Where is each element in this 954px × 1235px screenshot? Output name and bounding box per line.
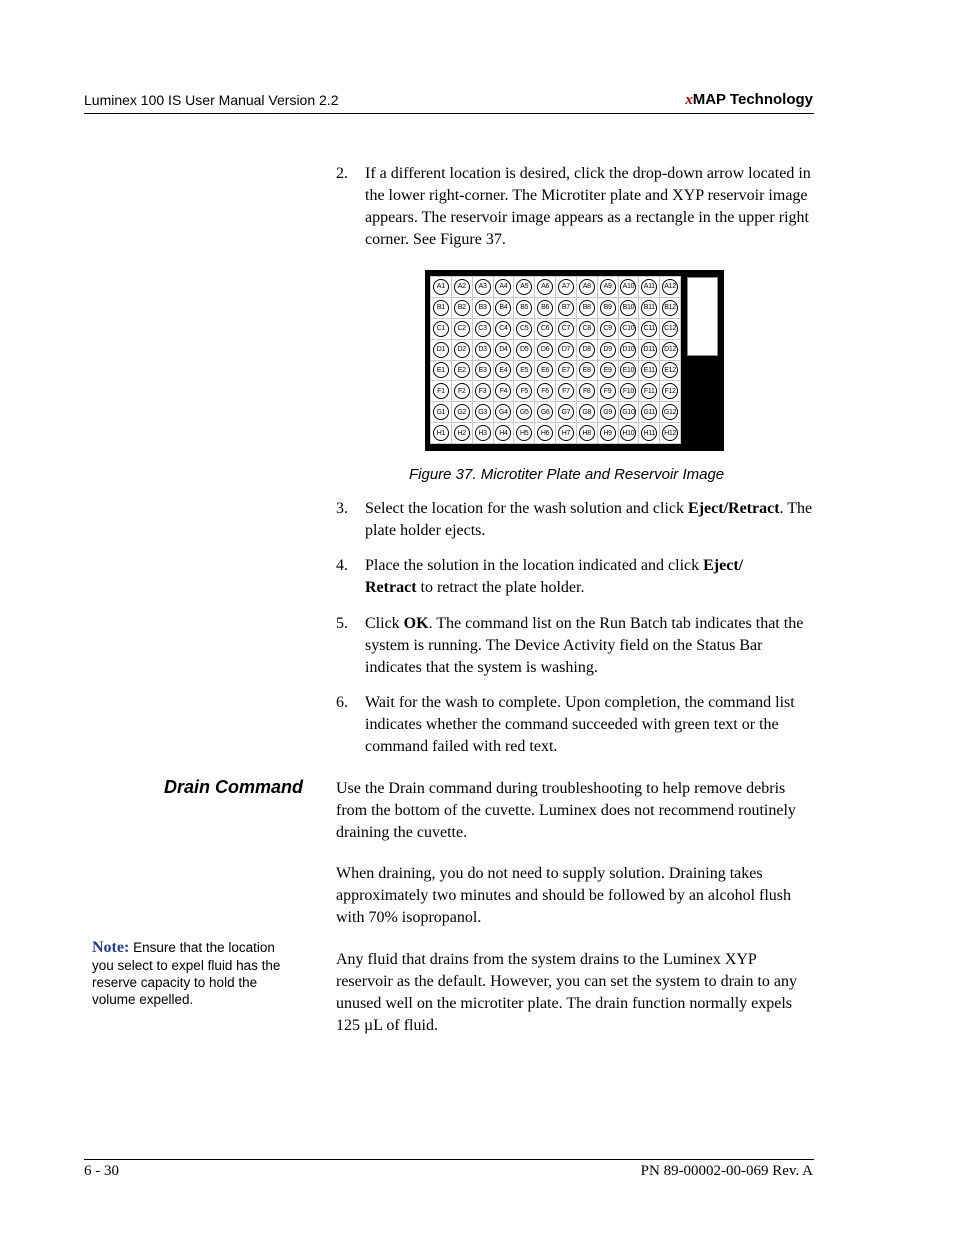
well-F1[interactable]: F1: [433, 383, 449, 399]
plate-cell: [577, 277, 597, 297]
microtiter-plate: [430, 276, 681, 444]
well-H11[interactable]: H11: [641, 425, 657, 441]
well-A7[interactable]: A7: [558, 279, 574, 295]
well-D6[interactable]: D6: [537, 342, 553, 358]
plate-cell: [556, 277, 576, 297]
well-E8[interactable]: E8: [579, 362, 595, 378]
plate-cell: [619, 423, 639, 443]
plate-cell: [577, 423, 597, 443]
plate-cell: [494, 381, 514, 401]
note-text: Ensure that the location you select to expel fluid has the reserve capacity to hold the volume expelled.: [92, 940, 281, 1007]
well-E1[interactable]: E1: [433, 362, 449, 378]
well-D11[interactable]: D11: [641, 342, 657, 358]
plate-cell: [535, 298, 555, 318]
step-number: 3.: [336, 500, 348, 517]
well-E7[interactable]: E7: [558, 362, 574, 378]
plate-cell: [514, 361, 534, 381]
plate-cell: [535, 319, 555, 339]
well-C10[interactable]: C10: [620, 321, 636, 337]
plate-cell: [556, 340, 576, 360]
well-A5[interactable]: A5: [516, 279, 532, 295]
plate-cell: [619, 298, 639, 318]
well-C9[interactable]: C9: [600, 321, 616, 337]
plate-cell: [431, 381, 451, 401]
plate-cell: [598, 340, 618, 360]
plate-cell: [556, 361, 576, 381]
plate-cell: [639, 361, 659, 381]
well-B6[interactable]: B6: [537, 300, 553, 316]
well-H6[interactable]: H6: [537, 425, 553, 441]
drain-paragraph-2: When draining, you do not need to supply solution. Draining takes approximately two minutes and should be followed by an alcohol flush with 70% isopropanol.: [336, 865, 792, 926]
part-number: PN 89-00002-00-069 Rev. A: [640, 1163, 813, 1179]
well-D3[interactable]: D3: [475, 342, 491, 358]
well-F11[interactable]: F11: [641, 383, 657, 399]
plate-cell: [494, 340, 514, 360]
plate-cell: [514, 298, 534, 318]
plate-cell: [514, 340, 534, 360]
well-A4[interactable]: A4: [495, 279, 511, 295]
well-F8[interactable]: F8: [579, 383, 595, 399]
drain-paragraph-1: Use the Drain command during troubleshooting to help remove debris from the bottom of the cuvette. Luminex does not recommend routinely draining the cuvette.: [336, 780, 796, 841]
plate-cell: [619, 319, 639, 339]
well-A8[interactable]: A8: [579, 279, 595, 295]
plate-cell: [619, 340, 639, 360]
well-E12[interactable]: E12: [662, 362, 678, 378]
well-G2[interactable]: G2: [454, 404, 470, 420]
step-text: Select the location for the wash solution and click Eject/Retract. The plate holder ejects.: [365, 500, 813, 539]
well-C8[interactable]: C8: [579, 321, 595, 337]
well-F5[interactable]: F5: [516, 383, 532, 399]
plate-cell: [514, 319, 534, 339]
well-B10[interactable]: B10: [620, 300, 636, 316]
well-D12[interactable]: D12: [662, 342, 678, 358]
well-D8[interactable]: D8: [579, 342, 595, 358]
plate-cell: [452, 361, 472, 381]
well-D7[interactable]: D7: [558, 342, 574, 358]
plate-cell: [514, 381, 534, 401]
plate-cell: [598, 298, 618, 318]
header-rule: [84, 113, 814, 114]
plate-cell: [577, 381, 597, 401]
well-D10[interactable]: D10: [620, 342, 636, 358]
plate-cell: [431, 277, 451, 297]
well-D4[interactable]: D4: [495, 342, 511, 358]
well-G11[interactable]: G11: [641, 404, 657, 420]
well-B3[interactable]: B3: [475, 300, 491, 316]
plate-cell: [577, 340, 597, 360]
plate-cell: [431, 361, 451, 381]
plate-cell: [619, 361, 639, 381]
well-G6[interactable]: G6: [537, 404, 553, 420]
plate-cell: [556, 402, 576, 422]
well-G3[interactable]: G3: [475, 404, 491, 420]
well-H9[interactable]: H9: [600, 425, 616, 441]
well-G8[interactable]: G8: [579, 404, 595, 420]
well-G9[interactable]: G9: [600, 404, 616, 420]
plate-cell: [452, 277, 472, 297]
plate-cell: [494, 402, 514, 422]
well-A6[interactable]: A6: [537, 279, 553, 295]
well-H2[interactable]: H2: [454, 425, 470, 441]
plate-cell: [660, 319, 680, 339]
well-H4[interactable]: H4: [495, 425, 511, 441]
plate-cell: [431, 423, 451, 443]
well-H5[interactable]: H5: [516, 425, 532, 441]
header-brand: [685, 91, 813, 109]
step-6: [336, 692, 816, 758]
well-A11[interactable]: A11: [641, 279, 657, 295]
plate-cell: [494, 298, 514, 318]
well-F10[interactable]: F10: [620, 383, 636, 399]
well-B2[interactable]: B2: [454, 300, 470, 316]
well-F2[interactable]: F2: [454, 383, 470, 399]
plate-cell: [473, 277, 493, 297]
well-F9[interactable]: F9: [600, 383, 616, 399]
well-D9[interactable]: D9: [600, 342, 616, 358]
well-A9[interactable]: A9: [600, 279, 616, 295]
plate-cell: [639, 298, 659, 318]
plate-cell: [660, 402, 680, 422]
well-B8[interactable]: B8: [579, 300, 595, 316]
brand-text: MAP Technology: [692, 91, 813, 108]
step-text: Wait for the wash to complete. Upon completion, the command list indicates whether the command succeeded with green text or the command failed with red text.: [365, 694, 795, 755]
plate-cell: [514, 277, 534, 297]
well-C3[interactable]: C3: [475, 321, 491, 337]
well-H3[interactable]: H3: [475, 425, 491, 441]
plate-cell: [598, 361, 618, 381]
drain-paragraph-3: Any fluid that drains from the system drains to the Luminex XYP reservoir as the default. However, you can set the system to drain to any unused well on the microtiter plate. The drain function normally expels 125 µL of fluid.: [336, 951, 797, 1034]
plate-cell: [660, 381, 680, 401]
plate-cell: [452, 298, 472, 318]
well-D5[interactable]: D5: [516, 342, 532, 358]
well-G5[interactable]: G5: [516, 404, 532, 420]
well-C7[interactable]: C7: [558, 321, 574, 337]
step-text: Place the solution in the location indicated and click Eject/ Retract to retract the plate holder.: [365, 557, 744, 596]
well-E9[interactable]: E9: [600, 362, 616, 378]
well-A2[interactable]: A2: [454, 279, 470, 295]
plate-cell: [535, 277, 555, 297]
step-number: 2.: [336, 165, 348, 182]
well-B1[interactable]: B1: [433, 300, 449, 316]
well-B5[interactable]: B5: [516, 300, 532, 316]
well-C6[interactable]: C6: [537, 321, 553, 337]
section-heading: Drain Command: [164, 777, 304, 797]
step-number: 6.: [336, 694, 348, 711]
plate-cell: [452, 319, 472, 339]
well-D2[interactable]: D2: [454, 342, 470, 358]
step-4: [336, 555, 816, 599]
well-F12[interactable]: F12: [662, 383, 678, 399]
well-A10[interactable]: A10: [620, 279, 636, 295]
well-H10[interactable]: H10: [620, 425, 636, 441]
plate-cell: [598, 319, 618, 339]
page-number: 6 - 30: [84, 1163, 119, 1179]
well-F7[interactable]: F7: [558, 383, 574, 399]
note-label: Note:: [92, 939, 130, 956]
well-G1[interactable]: G1: [433, 404, 449, 420]
well-E6[interactable]: E6: [537, 362, 553, 378]
well-F3[interactable]: F3: [475, 383, 491, 399]
plate-cell: [598, 381, 618, 401]
plate-cell: [514, 423, 534, 443]
reservoir-rectangle[interactable]: [687, 277, 718, 356]
plate-cell: [598, 423, 618, 443]
well-B4[interactable]: B4: [495, 300, 511, 316]
plate-cell: [577, 298, 597, 318]
plate-cell: [619, 277, 639, 297]
plate-cell: [452, 381, 472, 401]
well-B12[interactable]: B12: [662, 300, 678, 316]
plate-cell: [431, 298, 451, 318]
plate-cell: [473, 423, 493, 443]
plate-cell: [473, 298, 493, 318]
well-G12[interactable]: G12: [662, 404, 678, 420]
plate-cell: [431, 340, 451, 360]
well-E3[interactable]: E3: [475, 362, 491, 378]
plate-cell: [639, 277, 659, 297]
step-number: 4.: [336, 557, 348, 574]
well-E10[interactable]: E10: [620, 362, 636, 378]
plate-cell: [619, 381, 639, 401]
well-A3[interactable]: A3: [475, 279, 491, 295]
plate-cell: [556, 298, 576, 318]
step-5: [336, 613, 816, 679]
plate-cell: [556, 381, 576, 401]
step-number: 5.: [336, 615, 348, 632]
well-E5[interactable]: E5: [516, 362, 532, 378]
plate-cell: [660, 298, 680, 318]
well-C1[interactable]: C1: [433, 321, 449, 337]
plate-cell: [619, 402, 639, 422]
brand-x: x: [685, 92, 693, 108]
step-text: Click OK. The command list on the Run Batch tab indicates that the system is running. The Device Activity field on the Status Bar indicates that the system is washing.: [365, 615, 804, 676]
plate-cell: [473, 361, 493, 381]
microtiter-plate-figure: [425, 270, 724, 451]
plate-cell: [431, 402, 451, 422]
well-F6[interactable]: F6: [537, 383, 553, 399]
plate-cell: [639, 340, 659, 360]
plate-cell: [452, 423, 472, 443]
plate-cell: [535, 381, 555, 401]
well-B7[interactable]: B7: [558, 300, 574, 316]
plate-cell: [535, 340, 555, 360]
well-C12[interactable]: C12: [662, 321, 678, 337]
plate-cell: [535, 423, 555, 443]
step-3: [336, 498, 816, 542]
plate-cell: [556, 423, 576, 443]
plate-cell: [431, 319, 451, 339]
well-H8[interactable]: H8: [579, 425, 595, 441]
step-text: If a different location is desired, click the drop-down arrow located in the lower right-corner. The Microtiter plate and XYP reservoir image appears. The reservoir image appears as a rectangle in the upper right corner. See Figure 37.: [365, 165, 811, 248]
well-B9[interactable]: B9: [600, 300, 616, 316]
plate-cell: [494, 319, 514, 339]
well-C11[interactable]: C11: [641, 321, 657, 337]
figure-caption: Figure 37. Microtiter Plate and Reservoir Image: [409, 466, 725, 483]
well-B11[interactable]: B11: [641, 300, 657, 316]
well-A12[interactable]: A12: [662, 279, 678, 295]
plate-cell: [639, 381, 659, 401]
plate-cell: [639, 319, 659, 339]
well-H1[interactable]: H1: [433, 425, 449, 441]
plate-cell: [473, 340, 493, 360]
plate-cell: [535, 402, 555, 422]
well-C2[interactable]: C2: [454, 321, 470, 337]
well-E11[interactable]: E11: [641, 362, 657, 378]
well-G7[interactable]: G7: [558, 404, 574, 420]
well-H12[interactable]: H12: [662, 425, 678, 441]
well-A1[interactable]: A1: [433, 279, 449, 295]
plate-cell: [577, 361, 597, 381]
plate-cell: [639, 423, 659, 443]
well-C5[interactable]: C5: [516, 321, 532, 337]
plate-cell: [473, 319, 493, 339]
plate-cell: [598, 277, 618, 297]
well-F4[interactable]: F4: [495, 383, 511, 399]
plate-cell: [535, 361, 555, 381]
plate-cell: [452, 340, 472, 360]
plate-cell: [494, 423, 514, 443]
plate-cell: [577, 319, 597, 339]
plate-cell: [660, 340, 680, 360]
step-2: [336, 163, 816, 251]
plate-cell: [452, 402, 472, 422]
note-box: [92, 939, 292, 1008]
plate-cell: [660, 361, 680, 381]
plate-cell: [660, 423, 680, 443]
plate-cell: [473, 402, 493, 422]
plate-cell: [494, 277, 514, 297]
well-E2[interactable]: E2: [454, 362, 470, 378]
well-H7[interactable]: H7: [558, 425, 574, 441]
well-D1[interactable]: D1: [433, 342, 449, 358]
plate-cell: [556, 319, 576, 339]
well-G10[interactable]: G10: [620, 404, 636, 420]
plate-cell: [494, 361, 514, 381]
well-G4[interactable]: G4: [495, 404, 511, 420]
plate-cell: [514, 402, 534, 422]
plate-cell: [598, 402, 618, 422]
header-title: Luminex 100 IS User Manual Version 2.2: [84, 92, 339, 108]
plate-cell: [639, 402, 659, 422]
plate-cell: [660, 277, 680, 297]
plate-cell: [577, 402, 597, 422]
well-E4[interactable]: E4: [495, 362, 511, 378]
well-C4[interactable]: C4: [495, 321, 511, 337]
plate-cell: [473, 381, 493, 401]
footer-rule: [84, 1159, 814, 1160]
